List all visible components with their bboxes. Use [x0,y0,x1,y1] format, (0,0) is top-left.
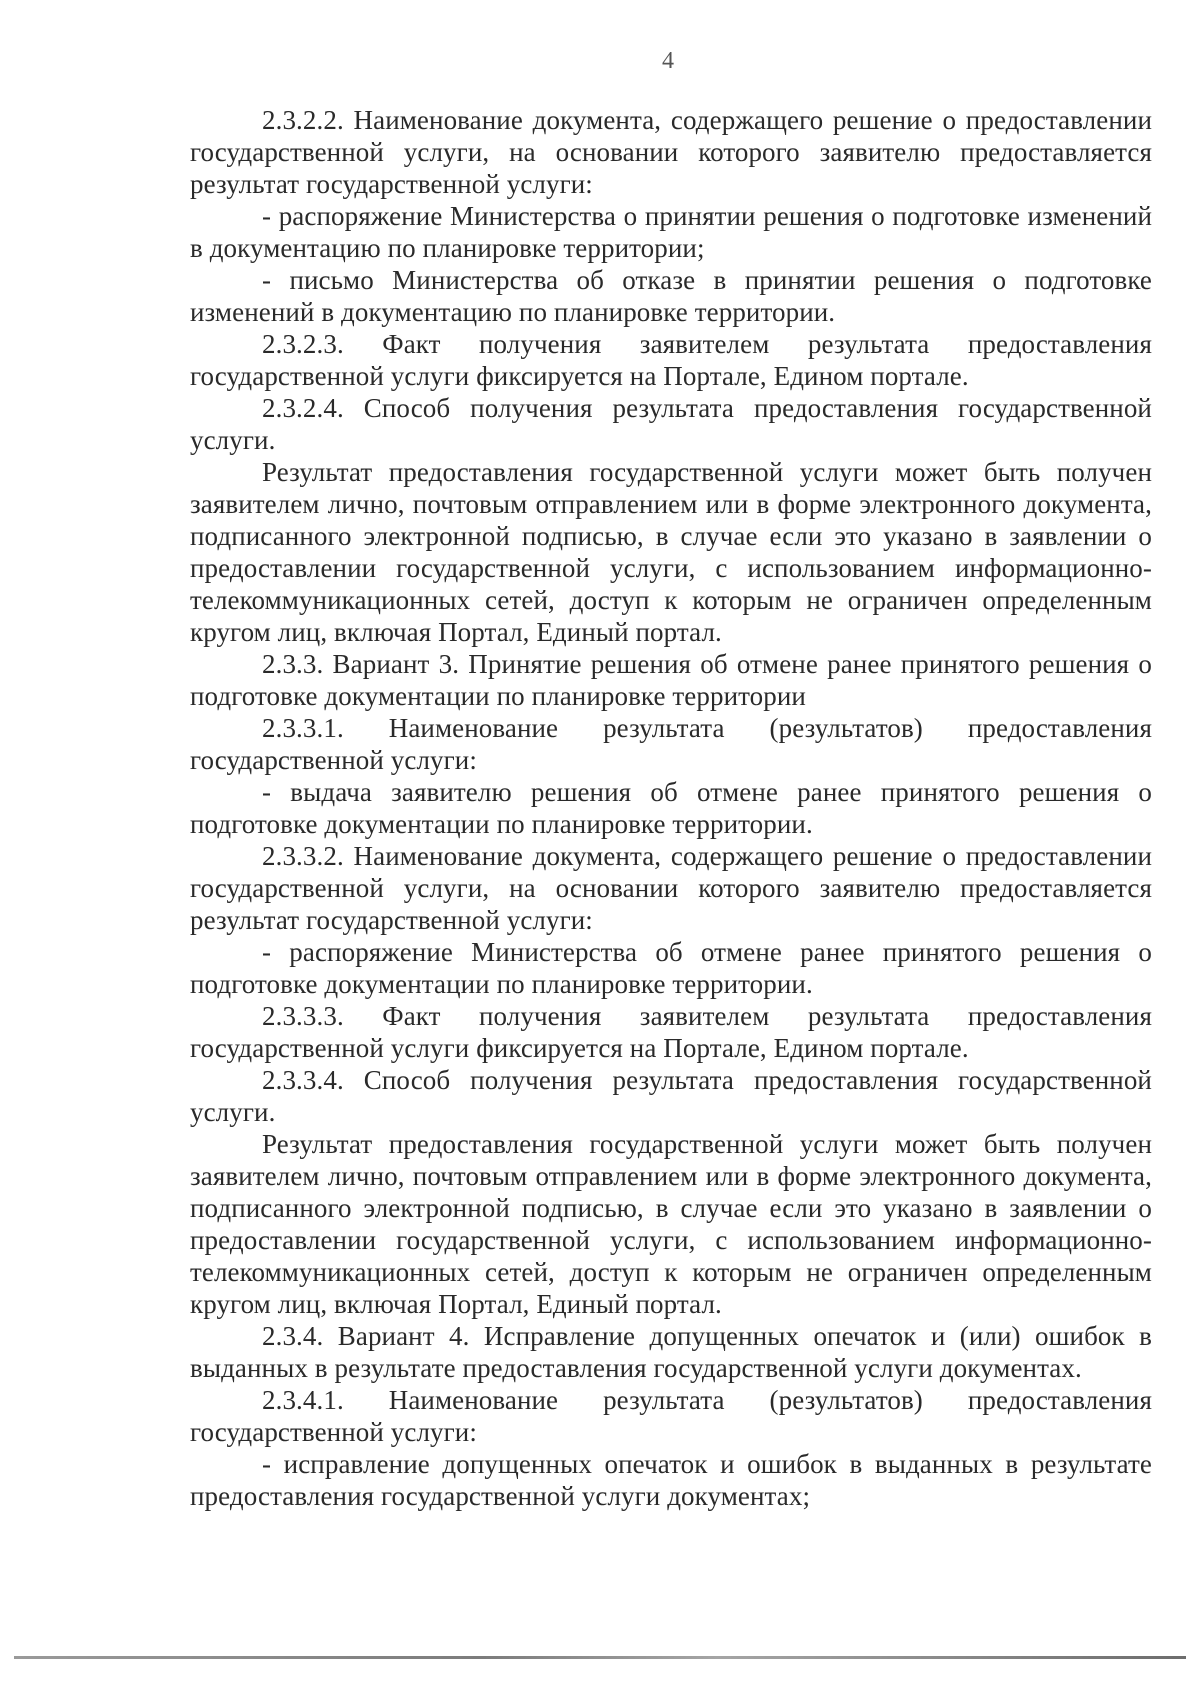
paragraph-2-3-3-3: 2.3.3.3. Факт получения заявителем результата предоставления государственной услуги фиксируется на Портале, Едином портале. [190,1001,1152,1063]
paragraph-result-delivery-2: Результат предоставления государственной услуги может быть получен заявителем лично, почтовым отправлением или в форме электронного документа, подписанного электронной подписью, в случае если это указано в заявлении о предоставлении государственной услуги, с использованием информационно-телекоммуникационных сетей, доступ к которым не ограничен определенным кругом лиц, включая Портал, Единый портал. [190,1129,1152,1319]
scan-edge-line [14,1656,1186,1659]
list-item-order-approval: - распоряжение Министерства о принятии решения о подготовке изменений в документацию по планировке территории; [190,201,1152,263]
paragraph-2-3-3-4: 2.3.3.4. Способ получения результата предоставления государственной услуги. [190,1065,1152,1127]
list-item-refusal-letter: - письмо Министерства об отказе в принятии решения о подготовке изменений в документацию по планировке территории. [190,265,1152,327]
page-number: 4 [662,48,674,74]
document-body [190,104,1152,1512]
paragraph-2-3-2-4: 2.3.2.4. Способ получения результата предоставления государственной услуги. [190,393,1152,455]
paragraph-2-3-4-1: 2.3.4.1. Наименование результата (результатов) предоставления государственной услуги: [190,1385,1152,1447]
paragraph-2-3-4: 2.3.4. Вариант 4. Исправление допущенных опечаток и (или) ошибок в выданных в результате предоставления государственной услуги документах. [190,1321,1152,1383]
paragraph-2-3-2-2: 2.3.2.2. Наименование документа, содержащего решение о предоставлении государственной услуги, на основании которого заявителю предоставляется результат государственной услуги: [190,105,1152,199]
paragraph-2-3-3: 2.3.3. Вариант 3. Принятие решения об отмене ранее принятого решения о подготовке документации по планировке территории [190,649,1152,711]
paragraph-2-3-3-1: 2.3.3.1. Наименование результата (результатов) предоставления государственной услуги: [190,713,1152,775]
list-item-order-cancel: - распоряжение Министерства об отмене ранее принятого решения о подготовке документации по планировке территории. [190,937,1152,999]
paragraph-2-3-3-2: 2.3.3.2. Наименование документа, содержащего решение о предоставлении государственной услуги, на основании которого заявителю предоставляется результат государственной услуги: [190,841,1152,935]
list-item-error-correction: - исправление допущенных опечаток и ошибок в выданных в результате предоставления государственной услуги документах; [190,1449,1152,1511]
list-item-cancel-decision: - выдача заявителю решения об отмене ранее принятого решения о подготовке документации по планировке территории. [190,777,1152,839]
paragraph-2-3-2-3: 2.3.2.3. Факт получения заявителем результата предоставления государственной услуги фиксируется на Портале, Едином портале. [190,329,1152,391]
paragraph-result-delivery-1: Результат предоставления государственной услуги может быть получен заявителем лично, почтовым отправлением или в форме электронного документа, подписанного электронной подписью, в случае если это указано в заявлении о предоставлении государственной услуги, с использованием информационно-телекоммуникационных сетей, доступ к которым не ограничен определенным кругом лиц, включая Портал, Единый портал. [190,457,1152,647]
